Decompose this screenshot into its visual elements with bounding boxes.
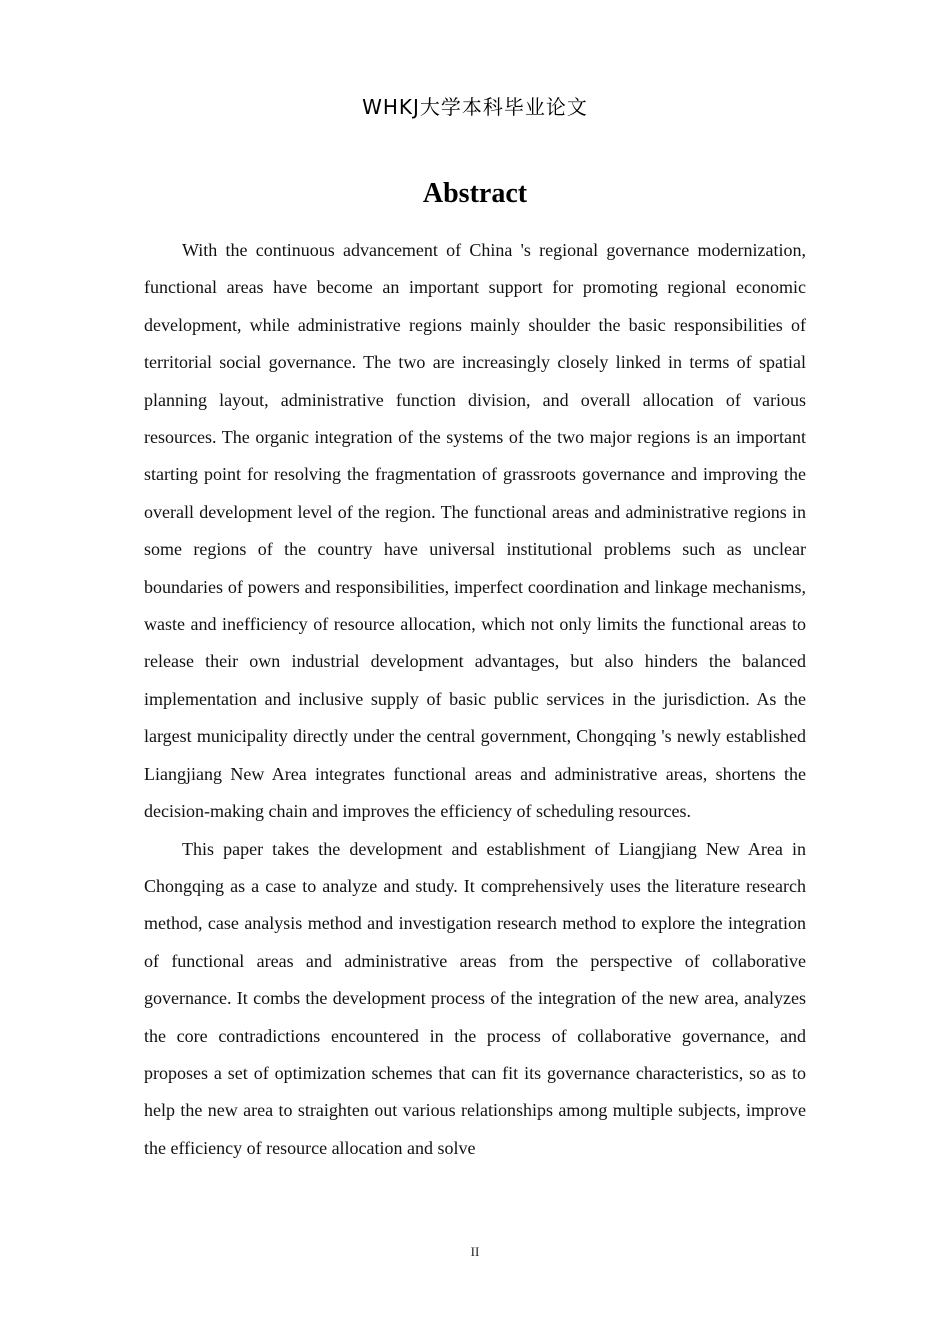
page-title: Abstract bbox=[422, 178, 528, 209]
abstract-paragraph-1: With the continuous advancement of China 's regional governance modernization, functional areas have become an important support for promoting regional economic development, while administrative regions mainly shoulder the basic responsibilities of territorial social governance. The two are increasingly closely linked in terms of spatial planning layout, administrative function division, and overall allocation of various resources. The organic integration of the systems of the two major regions is an important starting point for resolving the fragmentation of grassroots governance and improving the overall development level of the region. The functional areas and administrative regions in some regions of the country have universal institutional problems such as unclear boundaries of powers and responsibilities, imperfect coordination and linkage mechanisms, waste and inefficiency of resource allocation, which not only limits the functional areas to release their own industrial development advantages, but also hinders the balanced implementation and inclusive supply of basic public services in the jurisdiction. As the largest municipality directly under the central government, Chongqing 's newly established Liangjiang New Area integrates functional areas and administrative areas, shortens the decision-making chain and improves the efficiency of scheduling resources. bbox=[144, 240, 806, 822]
abstract-body bbox=[144, 232, 806, 1167]
running-header: WHKJ大学本科毕业论文 bbox=[362, 95, 588, 119]
page-number: II bbox=[470, 1244, 480, 1259]
abstract-paragraph-2: This paper takes the development and establishment of Liangjiang New Area in Chongqing as a case to analyze and study. It comprehensively uses the literature research method, case analysis method and investigation research method to explore the integration of functional areas and administrative areas from the perspective of collaborative governance. It combs the development process of the integration of the new area, analyzes the core contradictions encountered in the process of collaborative governance, and proposes a set of optimization schemes that can fit its governance characteristics, so as to help the new area to straighten out various relationships among multiple subjects, improve the efficiency of resource allocation and solve bbox=[144, 838, 806, 1158]
